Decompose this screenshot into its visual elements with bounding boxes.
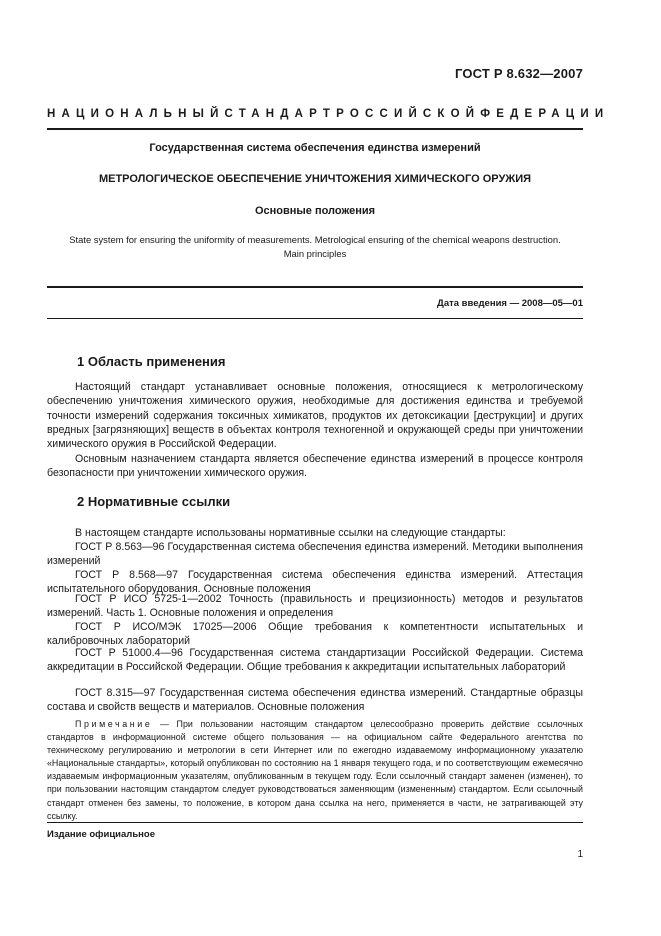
national-word: РОССИЙСКОЙ bbox=[336, 108, 481, 120]
national-word: НАЦИОНАЛЬНЫЙ bbox=[47, 108, 225, 120]
english-title bbox=[47, 233, 583, 261]
reference-item: ГОСТ Р 8.568—97 Государственная система обеспечения единства измерений. Аттестация испытательного оборудования. Основные положения bbox=[47, 569, 583, 596]
references-intro: В настоящем стандарте использованы нормативные ссылки на следующие стандарты: bbox=[75, 527, 506, 539]
national-standard-heading bbox=[47, 108, 610, 120]
section-1-paragraph: Основным назначением стандарта является обеспечение единства измерений в процессе контроля безопасности при уничтожении химического оружия. bbox=[47, 453, 583, 480]
header-rule bbox=[47, 128, 583, 130]
reference-item: ГОСТ Р ИСО 5725-1—2002 Точность (правильность и прецизионность) методов и результатов измерений. Часть 1. Основные положения и определения bbox=[47, 593, 583, 620]
national-word: СТАНДАРТ bbox=[224, 108, 337, 120]
gost-code: ГОСТ Р 8.632—2007 bbox=[454, 66, 583, 81]
date-rule bbox=[47, 318, 583, 319]
section-1-heading: 1 Область применения bbox=[77, 354, 226, 369]
title-rule bbox=[47, 286, 583, 288]
note bbox=[47, 718, 583, 823]
reference-item: ГОСТ Р 51000.4—96 Государственная система стандартизации Российской Федерации. Система аккредитации в Российской Федерации. Общие требования к аккредитации испытательных лабораторий bbox=[47, 647, 583, 674]
section-1-paragraph: Настоящий стандарт устанавливает основные положения, относящиеся к метрологическому обеспечению уничтожения химического оружия, необходимые для достижения единства и требуемой точности измерений содержания токсичных химикатов, продуктов их детоксикации [деструкции] и других вредных [загрязняющих] веществ в объектах контроля техногенной и окружающей среды при уничтожении химического оружия в Российской Федерации. bbox=[47, 381, 583, 451]
edition-label: Издание официальное bbox=[47, 829, 155, 840]
section-2-heading: 2 Нормативные ссылки bbox=[77, 494, 231, 509]
note-text: — При пользовании настоящим стандартом целесообразно проверить действие ссылочных стандартов в информационной системе общего пользования — на официальном сайте Федерального агентства по техническому регулированию и метрологии в сети Интернет или по ежегодно издаваемому информационному указателю «Национальные стандарты», который опубликован по состоянию на 1 января текущего года, и по соответствующим ежемесячно издаваемым информационным указателям, опубликованным в текущем году. Если ссылочный стандарт заменен (изменен), то при пользовании настоящим стандартом следует руководствоваться заменяющим (измененным) стандартом. Если ссылочный стандарт отменен без замены, то положение, в котором дана ссылка на него, применяется в части, не затрагивающей эту ссылку. bbox=[47, 719, 583, 821]
introduction-date: Дата введения — 2008—05—01 bbox=[437, 298, 583, 309]
reference-item: ГОСТ Р 8.563—96 Государственная система обеспечения единства измерений. Методики выполнения измерений bbox=[47, 541, 583, 568]
page-number: 1 bbox=[577, 849, 583, 860]
system-title: Государственная система обеспечения единства измерений bbox=[149, 142, 481, 154]
footer-rule bbox=[47, 822, 583, 823]
english-title-line: State system for ensuring the uniformity of measurements. Metrological ensuring of the chemical weapons destruction. bbox=[69, 234, 561, 245]
reference-item: ГОСТ Р ИСО/МЭК 17025—2006 Общие требования к компетентности испытательных и калибровочных лабораторий bbox=[47, 621, 583, 648]
reference-item: ГОСТ 8.315—97 Государственная система обеспечения единства измерений. Стандартные образцы состава и свойств веществ и материалов. Основные положения bbox=[47, 687, 583, 714]
english-title-line: Main principles bbox=[283, 248, 347, 259]
main-title: МЕТРОЛОГИЧЕСКОЕ ОБЕСПЕЧЕНИЕ УНИЧТОЖЕНИЯ ХИМИЧЕСКОГО ОРУЖИЯ bbox=[98, 173, 532, 185]
national-word: ФЕДЕРАЦИИ bbox=[480, 108, 610, 120]
note-label: Примечание bbox=[75, 719, 153, 729]
subtitle: Основные положения bbox=[254, 205, 376, 217]
